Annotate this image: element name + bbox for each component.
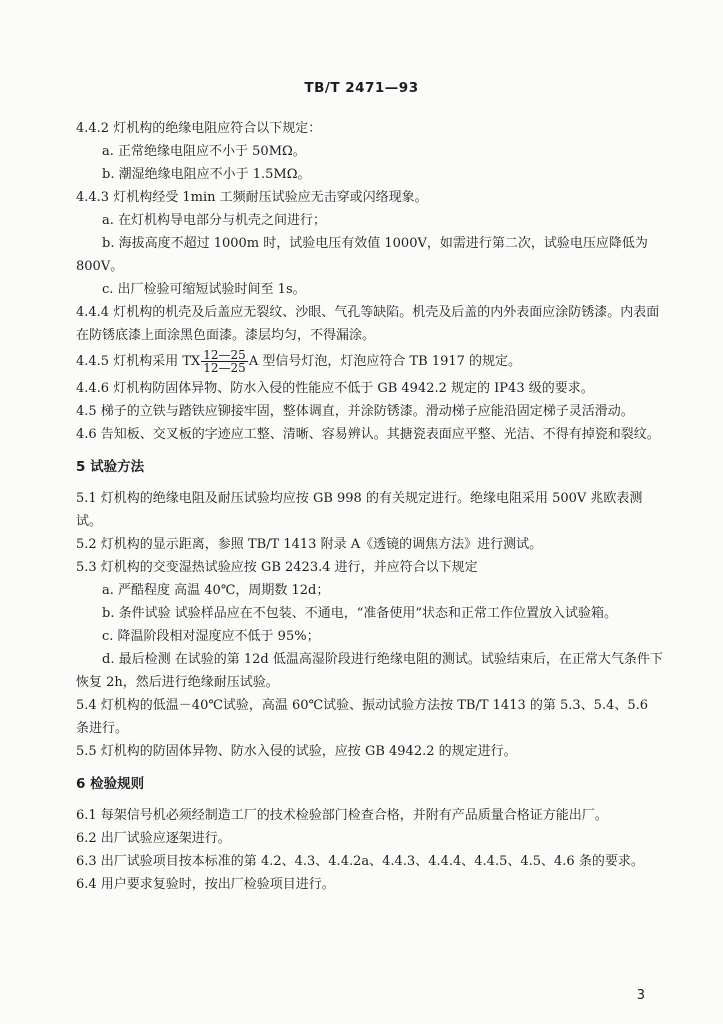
- clause-5-3-d: d. 最后检测 在试验的第 12d 低温高湿阶段进行绝缘电阻的测试。试验结束后，在正常大气条件下恢复 2h，然后进行绝缘耐压试验。: [76, 652, 663, 690]
- clause-4-5: 4.5 梯子的立铁与踏铁应铆接牢固，整体调直，并涂防锈漆。滑动梯子应能沿固定梯子灵活滑动。: [76, 404, 634, 419]
- clause-4-4-5-prefix: 4.4.5 灯机构采用 TX: [76, 354, 201, 369]
- page-number: 3: [636, 988, 645, 1003]
- clause-4-4-2-a: a. 正常绝缘电阻应不小于 50MΩ。: [102, 144, 306, 159]
- clause-4-4-2: 4.4.2 灯机构的绝缘电阻应符合以下规定：: [76, 121, 322, 136]
- clause-4-4-3-c: c. 出厂检验可缩短试验时间至 1s。: [102, 282, 306, 297]
- clause-5-3-b: b. 条件试验 试验样品应在不包装、不通电，“准备使用”状态和正常工作位置放入试验箱。: [102, 606, 618, 621]
- standard-number-header: TB/T 2471—93: [304, 80, 419, 96]
- clause-4-4-6: 4.4.6 灯机构防固体异物、防水入侵的性能应不低于 GB 4942.2 规定的 IP43 级的要求。: [76, 381, 594, 396]
- clause-4-4-5-suffix: A 型信号灯泡，灯泡应符合 TB 1917 的规定。: [248, 354, 522, 369]
- clause-5-5: 5.5 灯机构的防固体异物、防水入侵的试验，应按 GB 4942.2 的规定进行。: [76, 744, 517, 759]
- clause-5-3: 5.3 灯机构的交变湿热试验应按 GB 2423.4 进行，并应符合以下规定: [76, 560, 478, 575]
- section-5-heading: 5 试验方法: [76, 459, 145, 475]
- clause-6-1: 6.1 每架信号机必须经制造工厂的技术检验部门检查合格，并附有产品质量合格证方能出厂。: [76, 808, 608, 823]
- clause-5-4: 5.4 灯机构的低温－40℃试验，高温 60℃试验、振动试验方法按 TB/T 1413 的第 5.3、5.4、5.6 条进行。: [76, 698, 649, 736]
- clause-6-3: 6.3 出厂试验项目按本标准的第 4.2、4.3、4.4.2a、4.4.3、4.4.4、4.4.5、4.5、4.6 条的要求。: [76, 854, 644, 869]
- clause-5-3-a: a. 严酷程度 高温 40℃，周期数 12d；: [102, 583, 330, 598]
- lamp-model-fraction: [201, 349, 248, 374]
- fraction-denominator: 12—25: [203, 361, 246, 375]
- clause-4-4-3-a: a. 在灯机构导电部分与机壳之间进行；: [102, 213, 327, 228]
- clause-5-3-c: c. 降温阶段相对湿度应不低于 95%；: [102, 629, 320, 644]
- document-body: [76, 117, 664, 896]
- clause-4-4-5: [76, 347, 664, 377]
- clause-6-4: 6.4 用户要求复验时，按出厂检验项目进行。: [76, 877, 335, 892]
- fraction-numerator: 12—25: [203, 348, 246, 362]
- clause-4-6: 4.6 告知板、交叉板的字迹应工整、清晰、容易辨认。其搪瓷表面应平整、光洁、不得有掉瓷和裂纹。: [76, 427, 660, 442]
- clause-4-4-3-b: b. 海拔高度不超过 1000m 时，试验电压有效值 1000V，如需进行第二次，试验电压应降低为 800V。: [76, 236, 648, 274]
- clause-5-2: 5.2 灯机构的显示距离，参照 TB/T 1413 附录 A《透镜的调焦方法》进行测试。: [76, 537, 543, 552]
- section-6-heading: 6 检验规则: [76, 776, 145, 792]
- clause-6-2: 6.2 出厂试验应逐架进行。: [76, 831, 231, 846]
- clause-4-4-4: 4.4.4 灯机构的机壳及后盖应无裂纹、沙眼、气孔等缺陷。机壳及后盖的内外表面应涂防锈漆。内表面在防锈底漆上面涂黑色面漆。漆层均匀，不得漏涂。: [76, 305, 660, 343]
- clause-5-1: 5.1 灯机构的绝缘电阻及耐压试验均应按 GB 998 的有关规定进行。绝缘电阻采用 500V 兆欧表测试。: [76, 491, 643, 529]
- clause-4-4-2-b: b. 潮湿绝缘电阻应不小于 1.5MΩ。: [102, 167, 311, 182]
- clause-4-4-3: 4.4.3 灯机构经受 1min 工频耐压试验应无击穿或闪络现象。: [76, 190, 428, 205]
